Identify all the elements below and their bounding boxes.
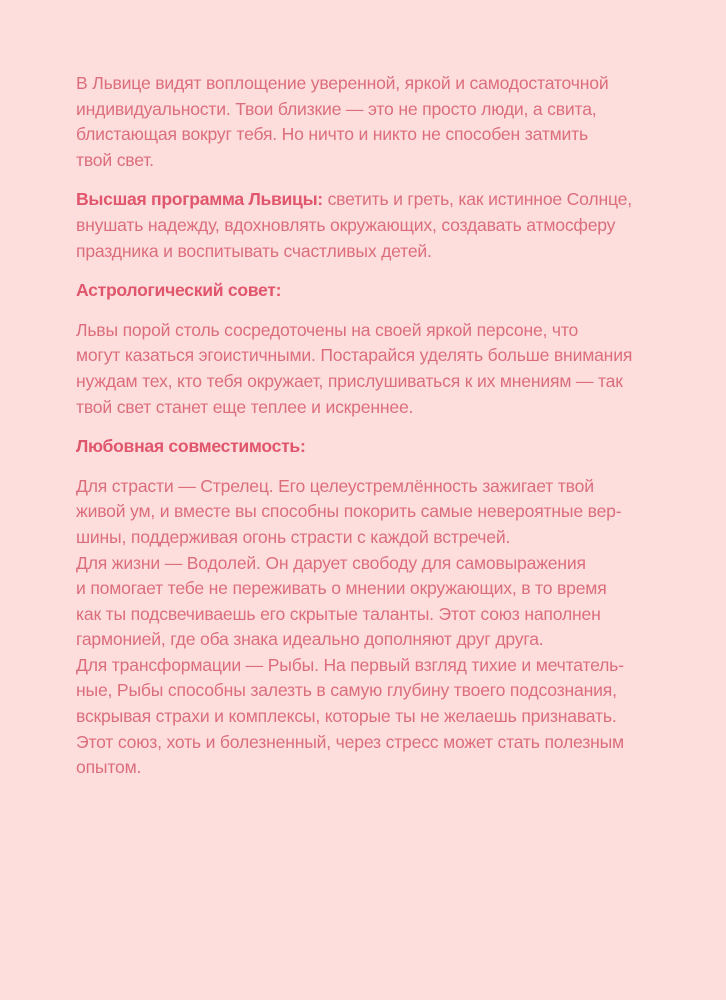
love-compat-heading: Любовная совместимость: [76,436,306,457]
text-line: В Львице видят воплощение уверенной, яркой и самодостаточной [76,73,609,93]
higher-program-label: Высшая программа Львицы: [76,189,323,210]
love-compat-paragraph [76,474,716,781]
astro-advice-heading: Астрологический совет: [76,280,282,301]
text-line: индивидуальности. Твои близкие — это не просто люди, а свита, [76,98,597,119]
text-line: могут казаться эгоистичными. Постарайся уделять больше внимания [76,345,633,366]
text-line: Львы порой столь сосредоточены на своей яркой персоне, что [76,319,579,340]
text-line: нуждам тех, кто тебя окружает, прислушиваться к их мнениям — так [76,370,623,391]
text-line: Этот союз, хоть и болезненный, через стресс может стать полезным [76,731,624,752]
text-line: Для жизни — Водолей. Он дарует свободу для самовыражения [76,552,586,573]
text-line: блистающая вокруг тебя. Но ничто и никто не способен затмить [76,124,588,145]
text-line: живой ум, и вместе вы способны покорить самые невероятные вер- [76,501,622,522]
text-line: ные, Рыбы способны залезть в самую глубину твоего подсознания, [76,680,617,701]
text-line: вскрывая страхи и комплексы, которые ты не желаешь признавать. [76,706,617,727]
text-line: Для страсти — Стрелец. Его целеустремлённость зажигает твой [76,475,594,496]
text-line: Для трансформации — Рыбы. На первый взгляд тихие и мечтатель- [76,654,624,675]
higher-program-text: светить и греть, как истинное Солнце, [322,189,632,210]
text-line: опытом. [76,757,142,778]
text-line [76,187,716,213]
text-line: шины, поддерживая огонь страсти с каждой встречей. [76,526,511,547]
text-line: и помогает тебе не переживать о мнении окружающих, в то время [76,578,607,599]
text-line: праздника и воспитывать счастливых детей. [76,240,432,261]
love-compat-heading-block [76,434,716,460]
intro-paragraph [76,71,716,173]
text-line: твой свет станет еще теплее и искреннее. [76,396,414,417]
text-line: твой свет. [76,149,154,170]
astro-advice-paragraph [76,318,716,420]
text-line: как ты подсвечиваешь его скрытые таланты. Этот союз наполнен [76,603,601,624]
higher-program-paragraph [76,187,716,264]
text-line: гармонией, где оба знака идеально дополняют друг друга. [76,629,544,650]
text-line: внушать надежду, вдохновлять окружающих, создавать атмосферу [76,214,616,235]
astro-advice-heading-block [76,278,716,304]
document-page [76,71,716,795]
